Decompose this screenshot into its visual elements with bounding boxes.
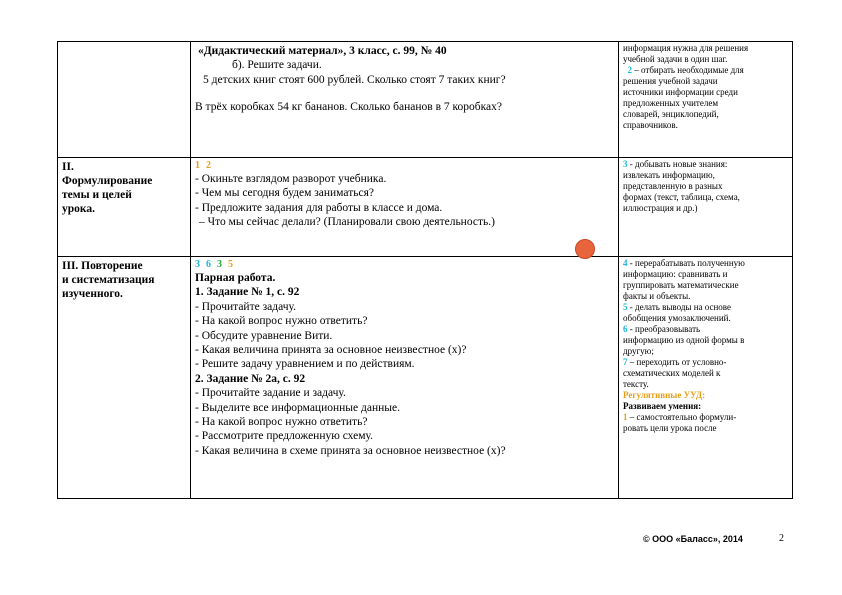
skill-number: 1	[623, 412, 628, 422]
stage-cell	[58, 257, 191, 499]
skill-numbers	[195, 259, 614, 271]
exercise-source: «Дидактический материал», 3 класс, с. 99, № 40	[198, 45, 447, 57]
uud-text: справочников.	[623, 120, 678, 130]
skill-number: 6	[623, 324, 628, 334]
question-line: - Прочитайте задачу.	[195, 300, 296, 313]
question-line: - На какой вопрос нужно ответить?	[195, 315, 368, 328]
stage-title: III. Повторение	[62, 260, 143, 272]
skill-number: 3	[217, 259, 222, 270]
skill-number: 1	[195, 160, 200, 171]
uud-text: группировать математические	[623, 280, 739, 290]
content-cell	[191, 158, 619, 257]
uud-text: решения учебной задачи	[623, 76, 718, 86]
uud-text: предложенных учителем	[623, 98, 719, 108]
uud-subheading: Развиваем умения:	[623, 401, 702, 411]
question-line: - Выделите все информационные данные.	[195, 401, 400, 414]
stage-number: II.	[62, 161, 74, 173]
skill-number: 5	[623, 302, 628, 312]
page-number: 2	[779, 533, 784, 544]
question-line: – Что мы сейчас делали? (Планировали свою деятельность.)	[199, 216, 495, 229]
uud-text: 5 - делать выводы на основе	[623, 302, 731, 312]
skill-number: 7	[623, 357, 628, 367]
stage-title: урока.	[62, 203, 95, 215]
question-line: - Предложите задания для работы в классе и дома.	[195, 201, 443, 214]
stage-title: и систематизация	[62, 274, 155, 286]
skill-number: 3	[195, 259, 200, 270]
uud-text: словарей, энциклопедий,	[623, 109, 719, 119]
uud-text: обобщения умозаключений.	[623, 313, 731, 323]
content-cell	[191, 42, 619, 158]
uud-text: информацию: сравнивать и	[623, 269, 728, 279]
skill-number: 2	[627, 65, 632, 75]
uud-category-heading: Регулятивные УУД:	[623, 390, 706, 400]
stage-title: изученного.	[62, 288, 123, 300]
question-line: - Обсудите уравнение Вити.	[195, 329, 333, 342]
task-text: В трёх коробках 54 кг бананов. Сколько бананов в 7 коробках?	[195, 101, 503, 114]
uud-text: 1 – самостоятельно формули-	[623, 412, 737, 422]
uud-text: 7 – переходить от условно-	[623, 357, 727, 367]
content-cell	[191, 257, 619, 499]
question-line: - Какая величина в схеме принята за основное неизвестное (х)?	[195, 444, 506, 457]
uud-text: иллюстрация и др.)	[623, 203, 698, 213]
uud-text: формах (текст, таблица, схема,	[623, 192, 740, 202]
uud-text: 3 - добывать новые знания:	[623, 159, 728, 169]
question-line: - Какая величина принята за основное неизвестное (х)?	[195, 344, 467, 357]
uud-text: 6 - преобразовывать	[623, 324, 701, 334]
uud-text: информацию из одной формы в	[623, 335, 745, 345]
uud-text: факты и объекты.	[623, 291, 691, 301]
uud-cell	[619, 257, 793, 499]
lesson-plan-table	[57, 41, 793, 499]
question-line: - Решите задачу уравнением и по действиям.	[195, 358, 415, 371]
question-line: - Прочитайте задание и задачу.	[195, 387, 346, 400]
table-row	[58, 257, 793, 499]
uud-text: представленную в разных	[623, 181, 723, 191]
uud-text: 2 – отбирать необходимые для	[627, 65, 744, 75]
table-row	[58, 42, 793, 158]
copyright-footer: © ООО «Баласс», 2014	[643, 534, 743, 544]
uud-text: схематических моделей к	[623, 368, 721, 378]
stage-title: Формулирование	[62, 175, 153, 187]
skill-number: 5	[228, 259, 233, 270]
skill-number: 2	[206, 160, 211, 171]
skill-number: 4	[623, 258, 628, 268]
uud-text: извлекать информацию,	[623, 170, 715, 180]
uud-text: ровать цели урока после	[623, 423, 717, 433]
skill-number: 6	[206, 259, 211, 270]
task-text: 5 детских книг стоят 600 рублей. Сколько стоят 7 таких книг?	[203, 73, 506, 86]
stage-cell	[58, 42, 191, 158]
skill-numbers	[195, 160, 614, 172]
stage-title: темы и целей	[62, 189, 132, 201]
uud-text: тексту.	[623, 379, 649, 389]
uud-text: источники информации среди	[623, 87, 738, 97]
table-row	[58, 158, 793, 257]
question-line: - На какой вопрос нужно ответить?	[195, 416, 368, 429]
question-line: - Окиньте взглядом разворот учебника.	[195, 173, 387, 185]
skill-number: 3	[623, 159, 628, 169]
uud-text: 4 - перерабатывать полученную	[623, 258, 745, 268]
uud-cell	[619, 158, 793, 257]
question-line: - Рассмотрите предложенную схему.	[195, 430, 373, 443]
exercise-heading: 1. Задание № 1, с. 92	[195, 286, 300, 299]
uud-text: учебной задачи в один шаг.	[623, 54, 728, 64]
exercise-subtitle: б). Решите задачи.	[232, 59, 322, 72]
exercise-heading: 2. Задание № 2а, с. 92	[195, 372, 306, 385]
uud-text: другую;	[623, 346, 654, 356]
work-format: Парная работа.	[195, 272, 276, 284]
uud-cell	[619, 42, 793, 158]
stage-cell	[58, 158, 191, 257]
marker-dot	[575, 239, 595, 259]
uud-text: информация нужна для решения	[623, 43, 749, 53]
question-line: - Чем мы сегодня будем заниматься?	[195, 187, 374, 200]
